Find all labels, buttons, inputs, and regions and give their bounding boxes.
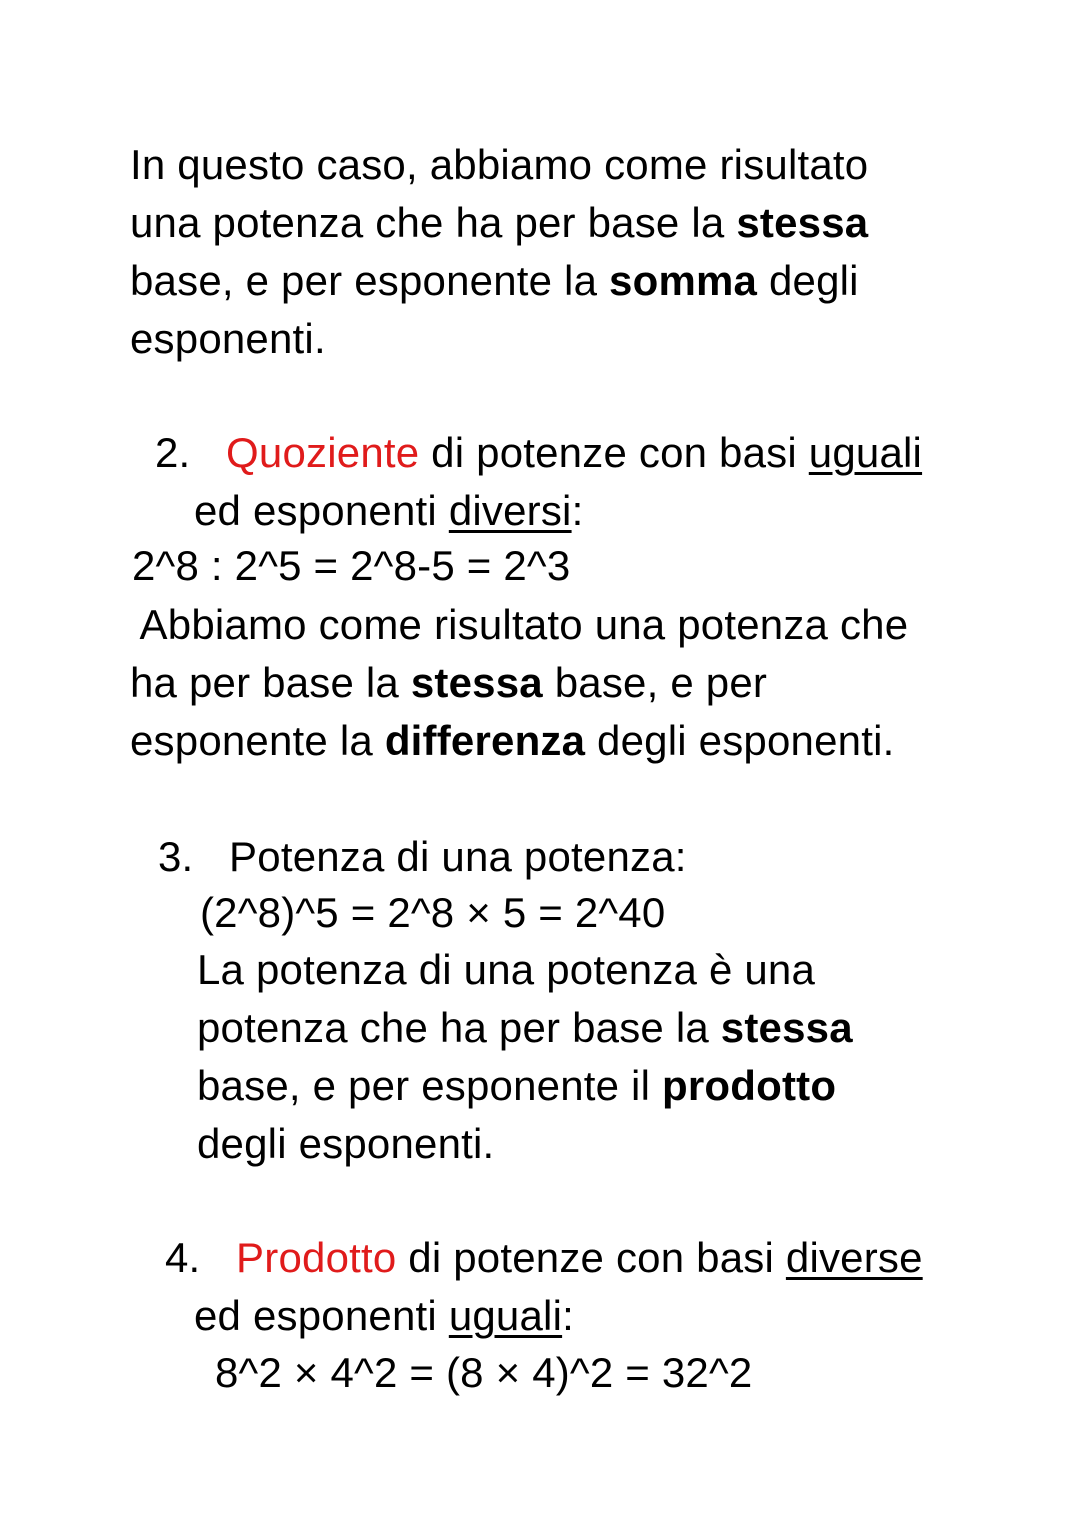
text-segment: 2. (155, 429, 227, 476)
text-segment: (2^8)^5 = 2^8 × 5 = 2^40 (200, 889, 666, 936)
text-segment: Quoziente (226, 429, 420, 476)
text-segment: stessa (736, 199, 869, 246)
text-segment: uguali (808, 429, 923, 476)
text-segment: : (571, 487, 584, 534)
text-segment: Potenza di una potenza: (229, 833, 687, 880)
text-segment: stessa (410, 659, 543, 706)
text-segment: 4. (165, 1234, 237, 1281)
text-segment: potenza che ha per base la (197, 1004, 721, 1051)
item2-heading-line-1 (155, 428, 922, 478)
text-segment: Prodotto (236, 1234, 397, 1281)
text-segment: ed esponenti (194, 1292, 449, 1339)
text-segment: di potenze con basi (419, 429, 809, 476)
text-segment: esponenti. (130, 315, 326, 362)
intro-line-2 (130, 198, 868, 248)
item4-heading-line-1 (165, 1233, 923, 1283)
text-segment: ed esponenti (194, 487, 449, 534)
intro-line-4 (130, 314, 326, 364)
text-segment: In questo caso, abbiamo come risultato (130, 141, 869, 188)
text-segment: degli esponenti. (197, 1120, 495, 1167)
text-segment: esponente la (130, 717, 385, 764)
item2-paragraph-line-2 (130, 658, 767, 708)
text-segment: La potenza di una potenza è una (197, 946, 816, 993)
text-segment: degli esponenti. (585, 717, 895, 764)
item2-heading-line-2 (194, 486, 583, 536)
text-segment: diverse (785, 1234, 923, 1281)
text-segment: prodotto (662, 1062, 837, 1109)
text-segment: di potenze con basi (396, 1234, 786, 1281)
item3-paragraph-line-2 (197, 1003, 853, 1053)
item3-heading (158, 832, 687, 882)
text-segment: 2^8 : 2^5 = 2^8-5 = 2^3 (132, 542, 571, 589)
text-segment: ha per base la (130, 659, 411, 706)
text-segment: 8^2 × 4^2 = (8 × 4)^2 = 32^2 (215, 1349, 753, 1396)
text-segment: base, e per esponente il (197, 1062, 662, 1109)
intro-line-1 (130, 140, 868, 190)
text-segment: differenza (384, 717, 586, 764)
text-segment: base, e per (542, 659, 768, 706)
item3-formula (200, 888, 665, 938)
intro-line-3 (130, 256, 859, 306)
text-segment: una potenza che ha per base la (130, 199, 737, 246)
item2-formula (132, 541, 570, 591)
text-segment: base, e per esponente la (130, 257, 610, 304)
text-segment: degli (757, 257, 859, 304)
item2-paragraph-line-1 (130, 600, 908, 650)
item4-formula (215, 1348, 752, 1398)
text-segment: diversi (448, 487, 572, 534)
item3-paragraph-line-3 (197, 1061, 836, 1111)
text-segment: Abbiamo come risultato una potenza che (130, 601, 909, 648)
item4-heading-line-2 (194, 1291, 574, 1341)
text-segment: uguali (448, 1292, 563, 1339)
item3-paragraph-line-4 (197, 1119, 494, 1169)
text-segment: 3. (158, 833, 230, 880)
text-segment: somma (609, 257, 758, 304)
text-segment: stessa (720, 1004, 853, 1051)
item3-paragraph-line-1 (197, 945, 815, 995)
item2-paragraph-line-3 (130, 716, 894, 766)
text-segment: : (562, 1292, 574, 1339)
